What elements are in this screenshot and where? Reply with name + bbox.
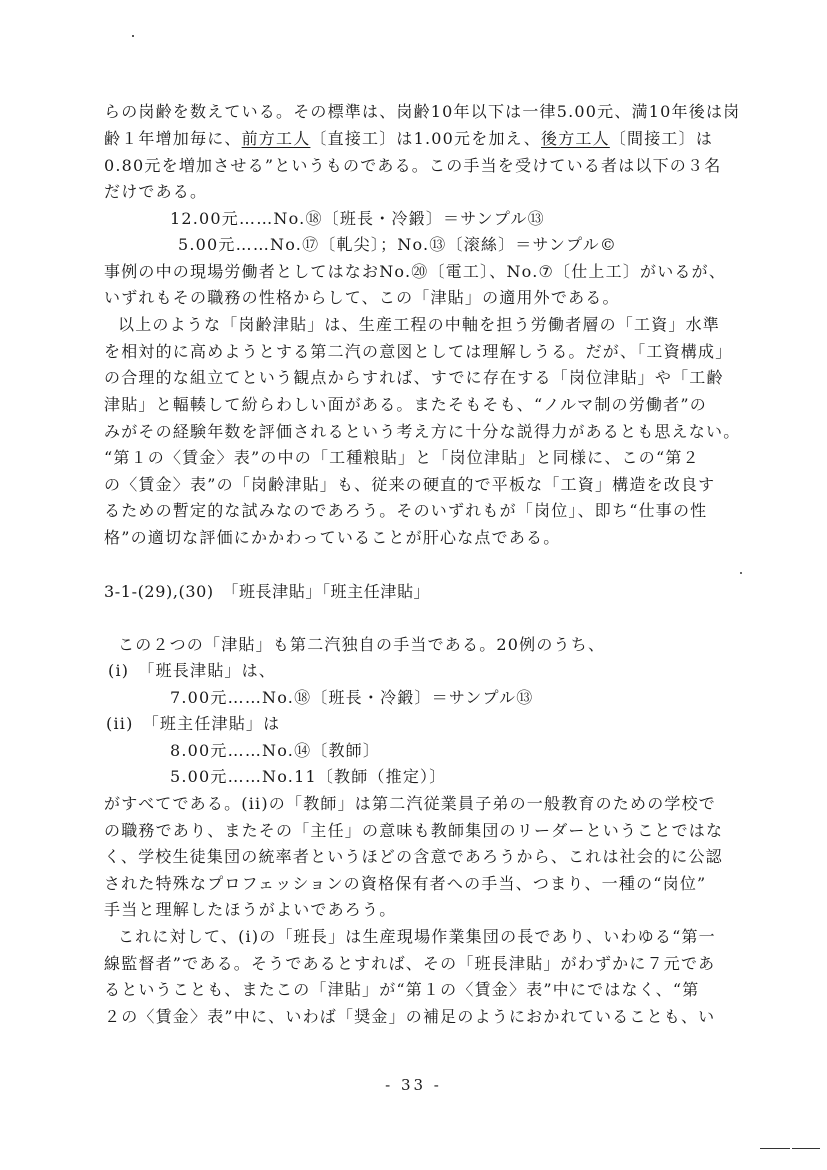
body-text-line (104, 128, 713, 150)
page-number: - 33 - (385, 1076, 442, 1094)
edge-mark (760, 1148, 790, 1149)
underlined-term: 後方工人 (541, 129, 610, 148)
body-text-line: を相対的に高めようとする第二汽の意図としては理解しうる。だが、「工資構成」 (104, 342, 733, 361)
body-text-line: 以上のような「岗齢津貼」は、生産工程の中軸を担う労働者層の「工資」水準 (118, 315, 721, 334)
text-span: 〔直接工〕は1.00元を加え、 (310, 129, 542, 148)
body-text-line: 0.80元を増加させる”というものである。この手当を受けている者は以下の３名 (104, 156, 722, 175)
text-span: 齢１年增加毎に、 (104, 129, 242, 148)
example-line: 8.00元……No.⑭〔教師〕 (170, 741, 381, 760)
body-text-line: の合理的な組立てという観点からすれば、すでに存在する「岗位津貼」や「工齢 (104, 368, 724, 387)
underlined-term: 前方工人 (241, 129, 311, 148)
body-text-line: いずれもその職務の性格からして、この「津貼」の適用外である。 (104, 288, 620, 307)
body-text-line: の職務であり、またその「主任」の意味も教師集団のリーダーということではな (104, 821, 724, 840)
example-line: 12.00元……No.⑱〔班長・冷鍛〕＝サンプル⑬ (170, 209, 545, 228)
body-text-line: された特殊なプロフェッションの資格保有者への手当、つまり、一種の“岗位” (104, 874, 707, 893)
body-text-line: “第１の〈賃金〉表”の中の「工種粮貼」と「岗位津貼」と同様に、この“第２ (104, 448, 700, 467)
body-text-line: これに対して、(i)の「班長」は生産現場作業集団の長であり、いわゆる“第一 (118, 927, 716, 946)
body-text-line: 津貼」と輻輳して紛らわしい面がある。またそもそも、“ノルマ制の労働者”の (104, 395, 707, 414)
body-text-line: 格”の適切な評価にかかわっていることが肝心な点である。 (104, 528, 561, 547)
list-item-label: (i) 「班長津貼」は、 (108, 661, 277, 680)
example-line: 7.00元……No.⑱〔班長・冷鍛〕＝サンプル⑬ (170, 688, 534, 707)
body-text-line: 線監督者”である。そうであるとすれば、その「班長津貼」がわずかに７元であ (104, 954, 716, 973)
speck-mark (740, 572, 742, 574)
body-text-line: だけである。 (104, 182, 208, 201)
body-text-line: るための暫定的な試みなのであろう。そのいずれもが「岗位」、即ち“仕事の性 (104, 501, 708, 520)
body-text-line: 手当と理解したほうがよいであろう。 (104, 900, 397, 919)
section-heading: 3-1-(29),(30) 「班長津貼」「班主任津貼」 (104, 582, 431, 601)
example-line: 5.00元……No.⑰〔軋尖〕；No.⑬〔滚絲〕＝サンプル© (178, 235, 618, 254)
body-text-line: ２の〈賃金〉表”中に、いわば「奨金」の補足のようにおかれていることも、い (104, 1007, 716, 1026)
body-text-line: の〈賃金〉表”の「岗齢津貼」も、従来の硬直的で平板な「工資」構造を改良す (104, 475, 716, 494)
body-text-line: く、学校生徒集団の統率者というほどの含意であろうから、これは社会的に公認 (104, 847, 723, 866)
example-line: 5.00元……No.11〔教師（推定）〕 (170, 767, 447, 786)
body-text-line: らの岗齢を数えている。その標準は、岗齢10年以下は一律5.00元、満10年後は岗 (104, 102, 741, 121)
body-text-line: がすべてである。(ii)の「教師」は第二汽従業員子弟の一般教育のための学校で (104, 794, 716, 813)
list-item-label: (ii) 「班主任津貼」は (106, 714, 281, 733)
body-text-line: この２つの「津貼」も第二汽独自の手当である。20例のうち、 (118, 635, 606, 654)
body-text-line: みがその経験年数を評価されるという考え方に十分な説得力があるとも思えない。 (104, 422, 741, 441)
edge-mark (792, 1148, 820, 1149)
body-text-line: 事例の中の現場労働者としてはなおNo.⑳〔電工〕、No.⑦〔仕上工〕がいるが、 (104, 262, 727, 281)
body-text-line: るということも、またこの「津貼」が“第１の〈賃金〉表”中にではなく、“第 (104, 980, 700, 999)
text-span: 〔間接工〕は (609, 129, 714, 148)
speck-mark (132, 35, 134, 37)
